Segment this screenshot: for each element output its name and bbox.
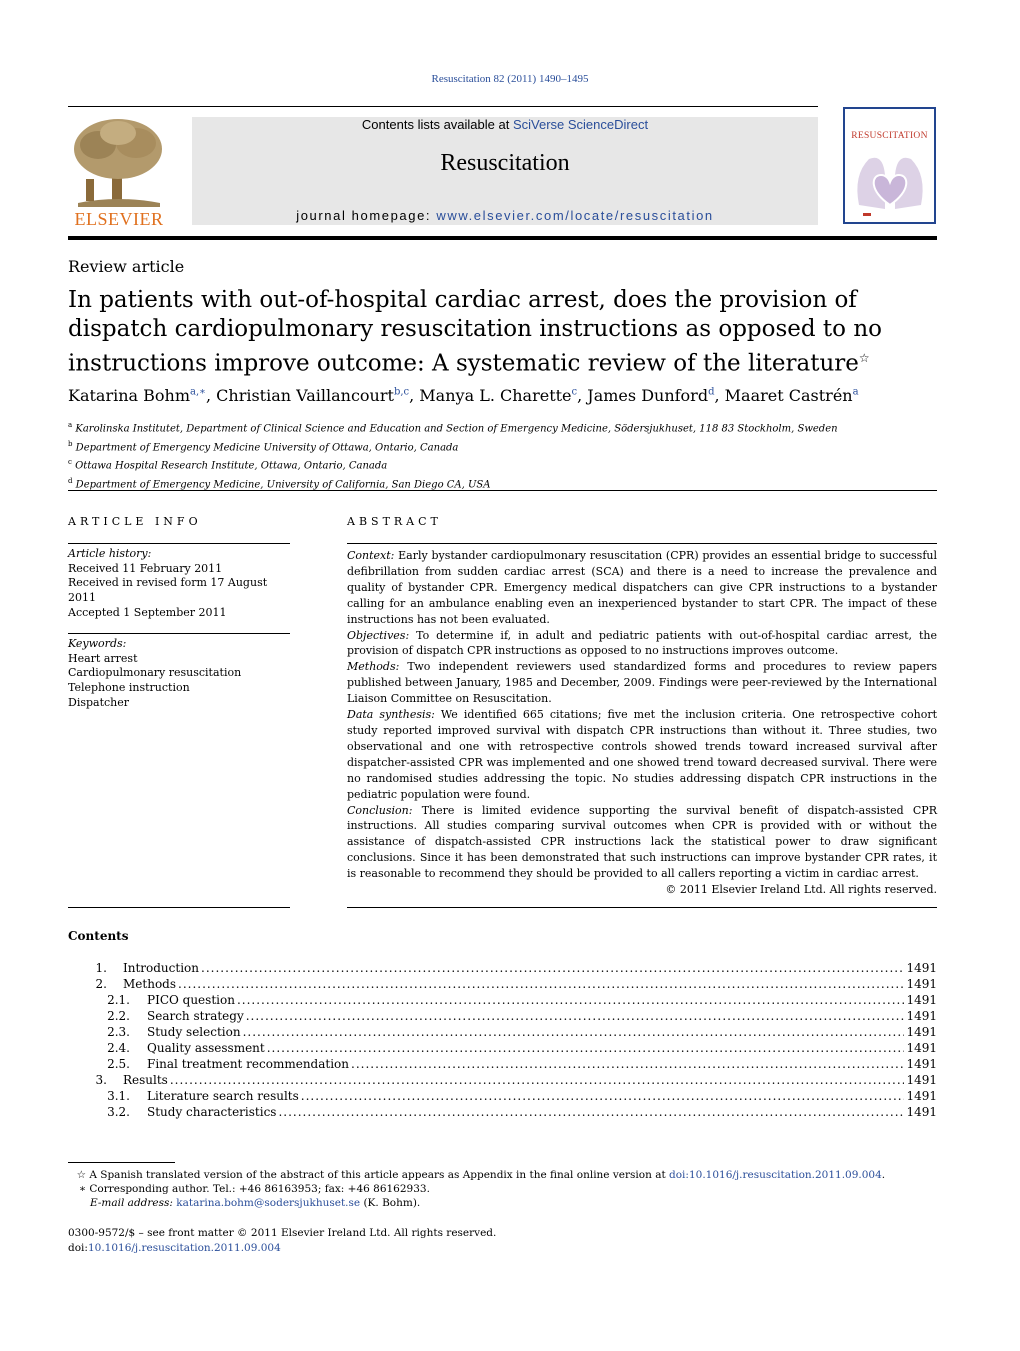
keyword: Dispatcher xyxy=(68,695,130,709)
affiliation: $^a$ Karolinska Institutet, Department of Clinical Science and Education and Section of Emergency Medicine, Södersjukhuset, 118 83 Stockholm, Sweden xyxy=(68,421,838,435)
history-entry: Accepted 1 September 2011 xyxy=(68,605,227,619)
history-label: Article history: xyxy=(68,547,152,560)
toc-entry[interactable]: 3.1. Literature search results ..... 1491 xyxy=(68,1089,937,1103)
heart-lungs-icon xyxy=(849,145,931,219)
journal-citation[interactable]: Resuscitation 82 (2011) 1490–1495 xyxy=(431,73,589,85)
journal-homepage xyxy=(192,208,818,223)
header-divider xyxy=(68,490,937,491)
homepage-prefix: journal homepage: xyxy=(296,208,437,223)
keyword: Telephone instruction xyxy=(68,681,190,695)
asterisk-mark: ∗ xyxy=(78,1183,86,1195)
keywords xyxy=(68,637,290,711)
article-history xyxy=(68,547,290,621)
info-rule xyxy=(68,543,290,544)
cover-title: RESUSCITATION xyxy=(851,131,928,141)
toc-entry[interactable]: 3.2. Study characteristics ..... 1491 xyxy=(68,1105,937,1119)
abstract-paragraph: Context: Early bystander cardiopulmonary resuscitation (CPR) provides an essential bridge to successful defibrillation from sudden cardiac arrest (SCA) and there is a need to increase the prevalence and quality of bystander CPR. Emergency medical dispatchers can give CPR instructions to a bystander calling for an ambulance enabling even an inexperienced bystander to start CPR. The impact of these instructions has not been evaluated. xyxy=(347,549,937,626)
toc-entry[interactable]: 2.2. Search strategy ..... 1491 xyxy=(68,1009,937,1023)
author-list: Katarina Bohm$^{a,∗}$, Christian Vaillancourt$^{b,c}$, Manya L. Charette$^c$, James Dunford$^d$, Maaret Castrén$^a$ xyxy=(68,386,859,405)
toc-entry[interactable]: 2.5. Final treatment recommendation ..... 1491 xyxy=(68,1057,937,1071)
author: James Dunford$^d$ xyxy=(587,386,715,405)
abstract-bottom-rule xyxy=(347,907,937,908)
star-mark: ☆ xyxy=(76,1169,86,1181)
footnote-doi-link[interactable]: doi:10.1016/j.resuscitation.2011.09.004 xyxy=(669,1169,882,1181)
history-entry: Received 11 February 2011 xyxy=(68,561,223,575)
doi-line: doi:10.1016/j.resuscitation.2011.09.004 xyxy=(68,1241,281,1254)
toc-entry[interactable]: 2.3. Study selection ..... 1491 xyxy=(68,1025,937,1039)
author: Manya L. Charette$^c$ xyxy=(419,386,578,405)
abstract-copyright: © 2011 Elsevier Ireland Ltd. All rights reserved. xyxy=(665,883,937,897)
elsevier-logo xyxy=(68,117,170,229)
article-info-heading: ARTICLE INFO xyxy=(68,515,202,528)
abstract-rule xyxy=(347,543,937,544)
footnote-rule xyxy=(68,1162,175,1163)
toc-entry[interactable]: 1. Introduction ..... 1491 xyxy=(68,961,937,975)
author: Christian Vaillancourt$^{b,c}$ xyxy=(216,386,410,405)
affiliations xyxy=(68,418,838,493)
title-footnote-mark[interactable]: ☆ xyxy=(858,351,870,365)
contents-prefix: Contents lists available at xyxy=(361,117,513,132)
contents-heading: Contents xyxy=(68,929,129,943)
doi-link[interactable]: 10.1016/j.resuscitation.2011.09.004 xyxy=(87,1241,281,1254)
email-link[interactable]: katarina.bohm@sodersjukhuset.se xyxy=(176,1197,361,1209)
info-bottom-rule xyxy=(68,907,290,908)
title-text: In patients with out-of-hospital cardiac arrest, does the provision of dispatch cardiopulmonary resuscitation instructions as opposed to no instructions improve outcome: A systematic review of the literature xyxy=(68,287,882,377)
keyword: Heart arrest xyxy=(68,651,138,665)
top-rule xyxy=(68,106,818,107)
toc-entry[interactable]: 2.4. Quality assessment ..... 1491 xyxy=(68,1041,937,1055)
email-footnote: E-mail address: katarina.bohm@sodersjukhuset.se (K. Bohm). xyxy=(90,1197,421,1209)
footnotes xyxy=(68,1168,928,1210)
masthead-rule xyxy=(68,236,937,240)
author: Maaret Castrén$^a$ xyxy=(724,386,859,405)
contents-availability xyxy=(192,117,818,132)
abstract-body xyxy=(347,548,937,898)
article-type: Review article xyxy=(68,257,185,276)
abstract-paragraph: Objectives: To determine if, in adult and pediatric patients with out-of-hospital cardiac arrest, the provision of dispatch CPR instructions as opposed to no instructions improves outcome. xyxy=(347,628,937,658)
journal-cover[interactable] xyxy=(843,107,936,224)
abstract-paragraph: Methods: Two independent reviewers used standardized forms and procedures to review papers published between January, 1985 and December, 2009. Findings were peer-reviewed by the International Liaison Committee on Resuscitation. xyxy=(347,660,937,706)
article-title xyxy=(68,286,928,379)
toc-entry[interactable]: 3. Results ..... 1491 xyxy=(68,1073,937,1087)
affiliation: $^d$ Department of Emergency Medicine, University of California, San Diego CA, USA xyxy=(68,476,491,491)
abstract-heading: ABSTRACT xyxy=(347,515,442,528)
abstract-paragraph: Conclusion: There is limited evidence supporting the survival benefit of dispatch-assisted CPR instructions. All studies comparing survival outcomes when CPR is provided with or without the assistance of dispatch-assisted CPR instructions lack the statistical power to draw significant conclusions. Since it has been demonstrated that such instructions can improve bystander CPR rates, it is reasonable to recommend they should be provided to all callers reporting a victim in cardiac arrest. xyxy=(347,803,937,881)
affiliation: $^c$ Ottawa Hospital Research Institute, Ottawa, Ontario, Canada xyxy=(68,458,388,472)
keyword: Cardiopulmonary resuscitation xyxy=(68,666,242,680)
corresponding-author-footnote: ∗ Corresponding author. Tel.: +46 86163953; fax: +46 86162933. xyxy=(68,1182,928,1196)
front-matter xyxy=(68,1226,496,1255)
abstract-paragraph: Data synthesis: We identified 665 citations; five met the inclusion criteria. One retrospective cohort study reported improved survival with dispatch CPR instructions than without it. Three studies, two observational and one with retrospective controls showed trends toward increased survival after dispatcher-assisted CPR was implemented and one showed trend toward decreased survival. There were no randomised studies addressing the topic. No studies addressing dispatch CPR instructions in the pediatric population were found. xyxy=(347,708,937,801)
publisher-name: ELSEVIER xyxy=(74,209,164,229)
affiliation: $^b$ Department of Emergency Medicine University of Ottawa, Ontario, Canada xyxy=(68,439,459,453)
keywords-label: Keywords: xyxy=(68,637,127,650)
toc-entry[interactable]: 2.1. PICO question ..... 1491 xyxy=(68,993,937,1007)
keywords-rule xyxy=(68,633,290,634)
journal-name: Resuscitation xyxy=(440,150,570,176)
homepage-link[interactable]: www.elsevier.com/locate/resuscitation xyxy=(436,208,714,223)
author: Katarina Bohm$^{a,∗}$ xyxy=(68,386,206,405)
issn-line: 0300-9572/$ – see front matter © 2011 Elsevier Ireland Ltd. All rights reserved. xyxy=(68,1227,497,1239)
history-entry: Received in revised form 17 August 2011 xyxy=(68,576,268,605)
sciencedirect-link[interactable]: SciVerse ScienceDirect xyxy=(512,117,649,132)
translation-footnote: ☆ A Spanish translated version of the abstract of this article appears as Appendix in the final online version at doi:10.1016/j.resuscitation.2011.09.004. xyxy=(68,1168,928,1182)
toc-entry[interactable]: 2. Methods ..... 1491 xyxy=(68,977,937,991)
